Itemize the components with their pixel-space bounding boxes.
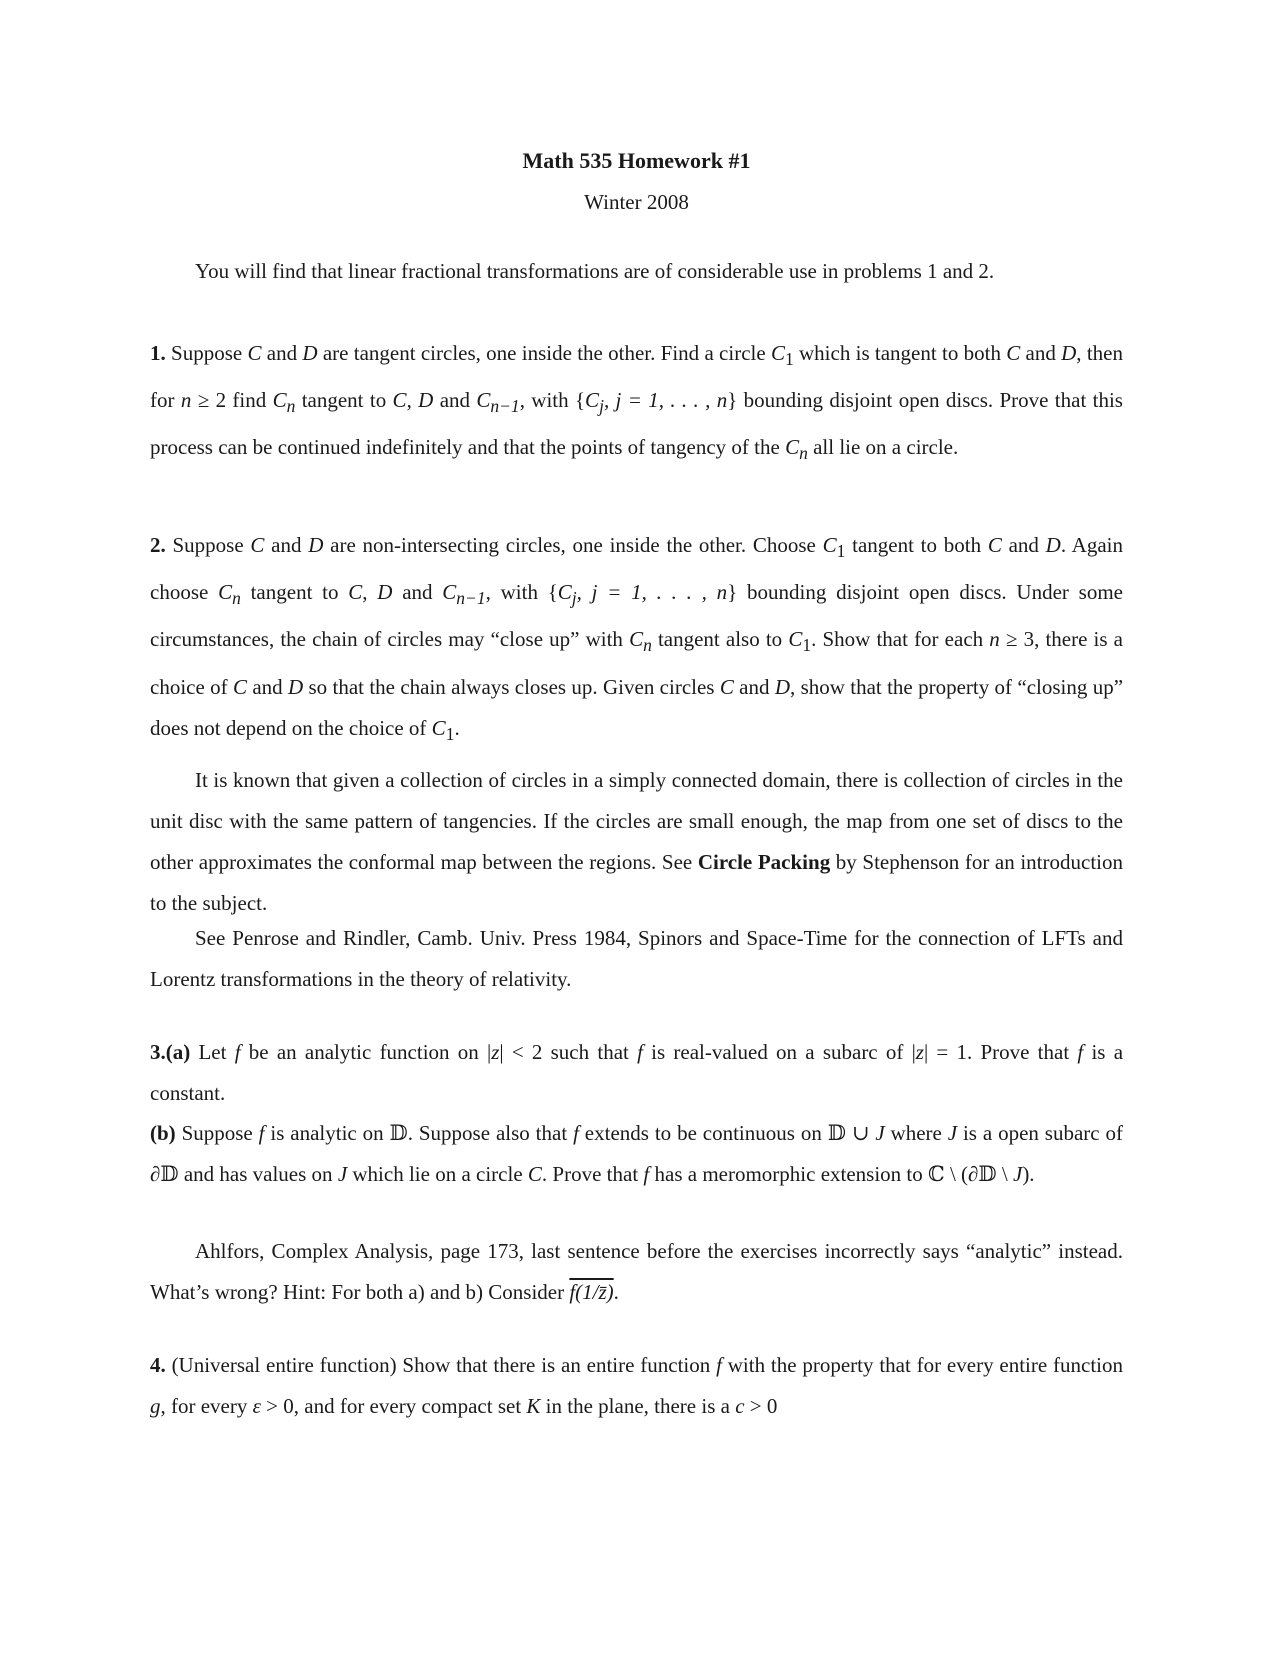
hint-expression: f(1/z̄) bbox=[569, 1280, 614, 1304]
penrose-paragraph: See Penrose and Rindler, Camb. Univ. Press 1984, Spinors and Space-Time for the connection of LFTs and Lorentz transformations in the theory of relativity. bbox=[150, 926, 1123, 991]
problem-4: 4. (Universal entire function) Show that there is an entire function f with the property that for every entire function g, for every ε > 0, and for every compact set K in the plane, there is a c > 0 bbox=[150, 1353, 1123, 1418]
circle-packing-title: Circle Packing bbox=[697, 850, 831, 874]
problem-3a: 3.(a) Let f be an analytic function on |z| < 2 such that f is real-valued on a subarc of |z| = 1. Prove that f is a constant. bbox=[150, 1040, 1124, 1105]
problem-3b: (b) Suppose f is analytic on 𝔻. Suppose also that f extends to be continuous on 𝔻 ∪ J where J is a open subarc of ∂𝔻 and has values on J which lie on a circle C. Prove that f has a meromorphic extension to ℂ \ (∂𝔻 \ J). bbox=[150, 1121, 1123, 1186]
ahlfors-paragraph: Ahlfors, Complex Analysis, page 173, last sentence before the exercises incorrectly says “analytic” instead. What’s wrong? Hint: For both a) and b) Consider f(1/z̄). bbox=[150, 1239, 1123, 1304]
page-title: Math 535 Homework #1 bbox=[522, 148, 751, 173]
term-subtitle: Winter 2008 bbox=[584, 190, 689, 214]
problem-2: 2. Suppose C and D are non-intersecting circles, one inside the other. Choose $C_1$ tangent to both C and D. Again choose $C_n$ tangent to C, D and $C_{n-1}$, with {$C_j$, j = 1, . . . , n} bounding disjoint open discs. Under some circumstances, the chain of circles may “close up” with $C_n$ tangent also to $C_1$. Show that for each n ≥ 3, there is a choice of C and D so that the chain always closes up. Given circles C and D, show that the property of “closing up” does not depend on the choice of $C_1$. bbox=[150, 533, 1124, 744]
problem-1: 1. Suppose C and D are tangent circles, one inside the other. Find a circle $C_1$ which is tangent to both C and D, then for n ≥ 2 find $C_n$ tangent to C, D and $C_{n-1}$, with {$C_j$, j = 1, . . . , n} bounding disjoint open discs. Prove that this process can be continued indefinitely and that the points of tangency of the $C_n$ all lie on a circle. bbox=[150, 341, 1123, 464]
circle-packing-paragraph: It is known that given a collection of circles in a simply connected domain, there is collection of circles in the unit disc with the same pattern of tangencies. If the circles are small enough, the map from one set of discs to the other approximates the conformal map between the regions. See Circle Packing by Stephenson for an introduction to the subject. bbox=[150, 768, 1124, 915]
intro-paragraph: You will find that linear fractional transformations are of considerable use in problems 1 and 2. bbox=[195, 259, 995, 283]
